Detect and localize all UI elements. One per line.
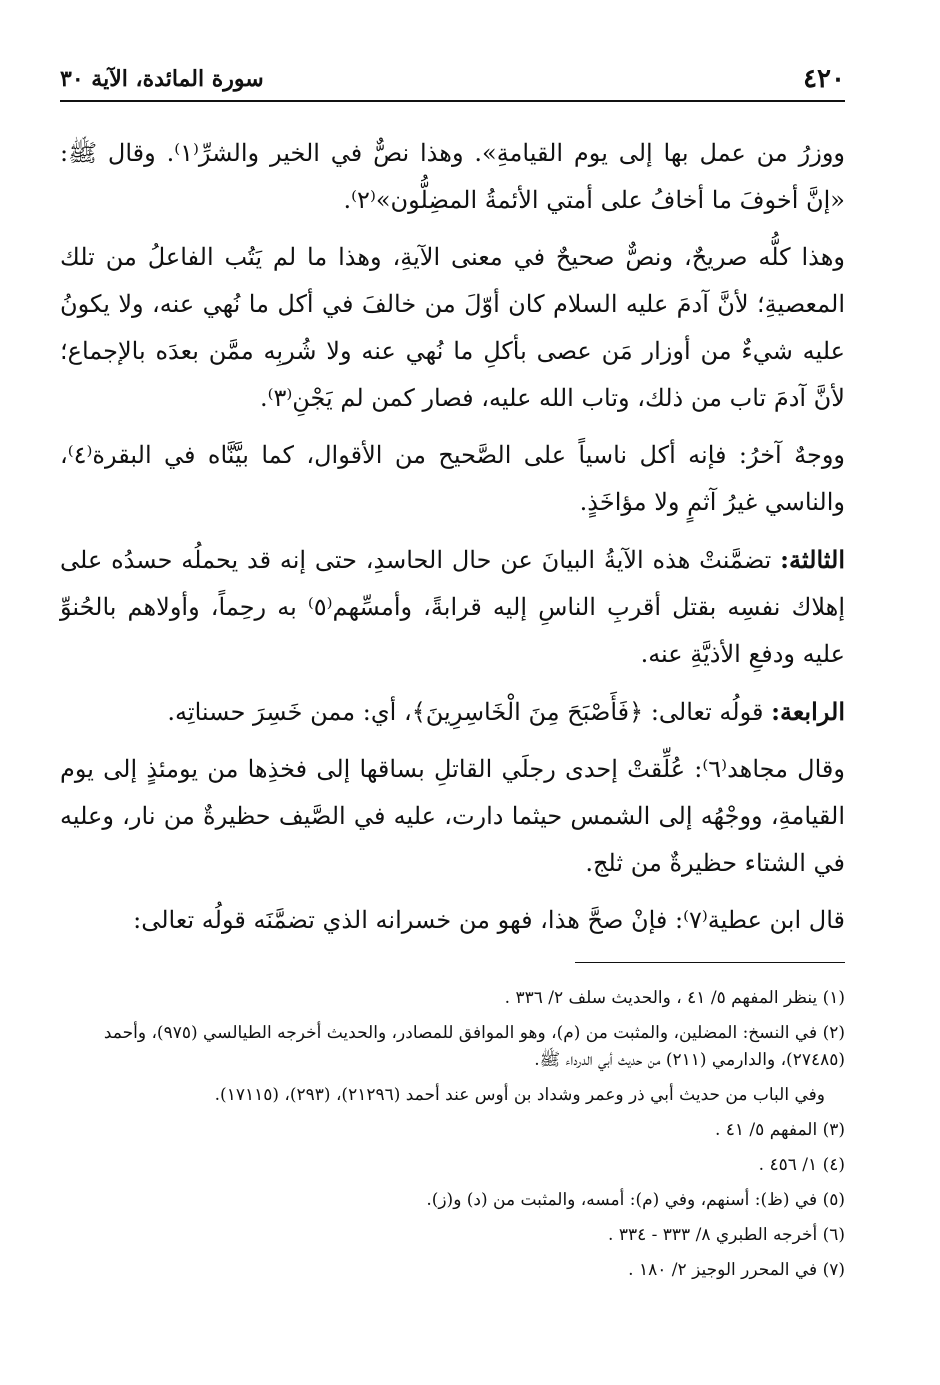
quran-quote: ﴿فَأَصْبَحَ مِنَ الْخَاسِرِينَ﴾: [411, 698, 644, 726]
footnote: (٣) المفهم ٥/ ٤١ .: [714, 1120, 845, 1140]
footnote: (٢) في النسخ: المضلين، والمثبت من (م)، وهو الموافق للمصادر، والحديث أخرجه الطيالسي (٩٧٥)، وأحمد (٢٧٤٨٥)، والدارمي (٢١١) من حديث أبي الدرداء ﷺ.: [103, 1023, 845, 1070]
page-number: ٤٢٠: [803, 64, 845, 94]
footnote-continuation: وفي الباب من حديث أبي ذر وعمر وشداد بن أوس عند أحمد (٢١٢٩٦)، (٢٩٣)، (١٧١١٥).: [214, 1085, 825, 1105]
section-lead: الثالثة:: [780, 545, 845, 574]
footnotes: [60, 985, 845, 1292]
page-header: [60, 62, 845, 102]
main-text: [60, 130, 845, 954]
paragraph: [60, 536, 845, 678]
paragraph: [60, 688, 845, 736]
section-lead: الرابعة:: [771, 697, 845, 726]
paragraph: ووجهٌ آخرُ: فإنه أكل ناسياً على الصَّحيح من الأقوال، كما بيَّنَّاه في البقرة⁽٤⁾، والناسي غيرُ آثمٍ ولا مؤاخَذٍ.: [60, 441, 845, 516]
paragraph: قال ابن عطية⁽٧⁾: فإنْ صحَّ هذا، فهو من خسرانه الذي تضمَّنَه قولُه تعالى:: [133, 906, 845, 934]
footnote: (٧) في المحرر الوجيز ٢/ ١٨٠ .: [628, 1260, 845, 1280]
paragraph-text: ، أي: ممن خَسِرَ حسناتِه.: [167, 698, 412, 726]
running-title: سورة المائدة، الآية ٣٠: [60, 66, 264, 92]
paragraph: وهذا كلُّه صريحٌ، ونصٌّ صحيحٌ في معنى الآيةِ، وهذا ما لم يَتُب الفاعلُ من تلك المعصيةِ؛ لأنَّ آدمَ عليه السلام كان أوّلَ من خالفَ في أكل ما نُهي عنه، ولا يكونُ عليه شيءٌ من أوزار مَن عصى بأكلِ ما نُهي عنه ولا شُربِه ممَّن بعدَه بالإجماع؛ لأنَّ آدمَ تاب من ذلك، وتاب الله عليه، فصار كمن لم يَجْنِ⁽٣⁾.: [60, 243, 845, 412]
paragraph: وقال مجاهد⁽٦⁾: عُلِّقتْ إحدى رجلَي القاتلِ بساقها إلى فخذِها من يومئذٍ إلى يوم القيامةِ، ووجْهُه إلى الشمس حيثما دارت، عليه في الصَّيف حظيرةٌ من نار، وعليه في الشتاء حظيرةٌ من ثلج.: [60, 755, 845, 877]
paragraph-text: تضمَّنتْ هذه الآيةُ البيانَ عن حال الحاسدِ، حتى إنه قد يحملُه حسدُه على إهلاك نفسِه بقتل أقربِ الناسِ إليه قرابةً، وأمسِّهم⁽٥⁾ به رحِماً، وأولاهم بالحُنوِّ عليه ودفعِ الأذيَّةِ عنه.: [60, 546, 845, 668]
footnote: (٤) ١/ ٤٥٦ .: [758, 1155, 845, 1175]
paragraph: ووزرُ من عمل بها إلى يوم القيامةِ». وهذا نصٌّ في الخير والشرِّ⁽١⁾. وقال ﷺ: «إنَّ أخوفَ ما أخافُ على أمتي الأئمةُ المضِلُّون»⁽٢⁾.: [60, 139, 845, 214]
footnote-divider: [575, 962, 845, 963]
footnote: (١) ينظر المفهم ٥/ ٤١ ، والحديث سلف ٢/ ٣٣٦ .: [504, 988, 845, 1008]
paragraph-text: قولُه تعالى:: [650, 698, 764, 726]
footnote: (٦) أخرجه الطبري ٨/ ٣٣٣ - ٣٣٤ .: [608, 1225, 845, 1245]
footnote: (٥) في (ظ): أسنهم، وفي (م): أمسه، والمثبت من (د) و(ز).: [426, 1190, 845, 1210]
